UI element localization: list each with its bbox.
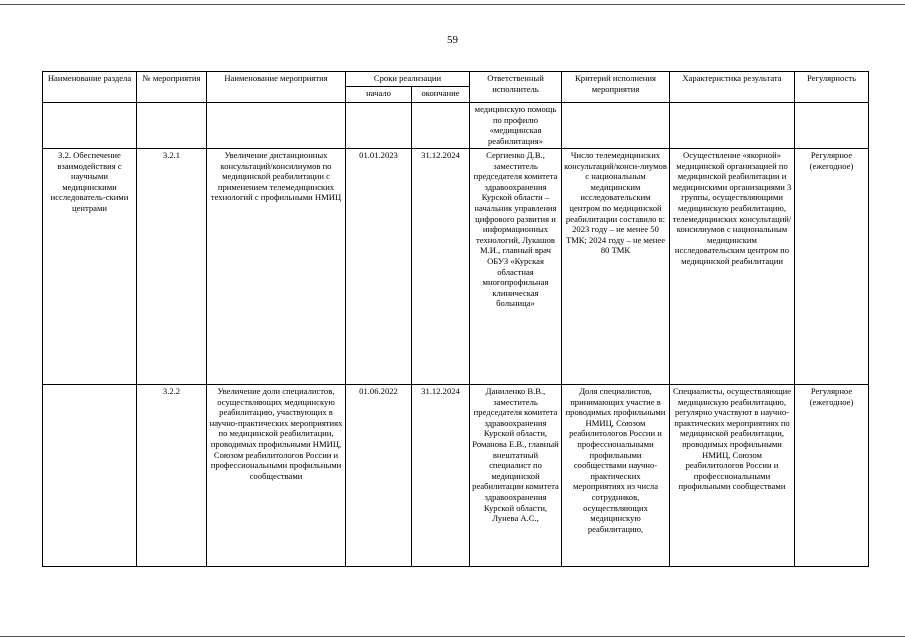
cell-measure: Увеличение дистанционных консультаций/консилиумов по медицинской реабилитации с применением телемедицинских технологий с профильными НМИЦ bbox=[207, 149, 346, 385]
cell-start: 01.06.2022 bbox=[346, 385, 412, 567]
cell-result: Осуществление «якорной» медицинской организацией по медицинской реабилитации и медицинскими организациями 3 группы, осуществляющими медицинскую реабилитацию, телемедицинских консультаций/консилиумов с национальным медицинским исследовательским центром по медицинской реабилитации bbox=[670, 149, 795, 385]
top-edge-line bbox=[0, 4, 905, 5]
cell-criterion: Число телемедицинских консультаций/конси-лиумов с национальным медицинским исследовательским центром по медицинской реабилитации составило в: 2023 году – не менее 50 ТМК; 2024 году – не менее 80 ТМК bbox=[562, 149, 670, 385]
cell-number bbox=[137, 103, 207, 149]
header-start: начало bbox=[346, 87, 412, 103]
header-responsible: Ответственный исполнитель bbox=[470, 72, 562, 103]
cell-measure bbox=[207, 103, 346, 149]
page-number: 59 bbox=[447, 34, 458, 46]
header-section: Наименование раздела bbox=[43, 72, 137, 103]
cell-number: 3.2.1 bbox=[137, 149, 207, 385]
cell-section bbox=[43, 385, 137, 567]
header-number: № мероприятия bbox=[137, 72, 207, 103]
cell-end bbox=[412, 103, 470, 149]
table-row bbox=[43, 149, 869, 385]
header-regularity: Регулярность bbox=[795, 72, 869, 103]
cell-section bbox=[43, 103, 137, 149]
cell-regularity: Регулярное (ежегодное) bbox=[795, 385, 869, 567]
cell-measure: Увеличение доли специалистов, осуществляющих медицинскую реабилитацию, участвующих в научно-практических мероприятиях по медицинской реабилитации, проводимых профильными НМИЦ, Союзом реабилитологов России и профессиональными профильными сообществами bbox=[207, 385, 346, 567]
cell-regularity: Регулярное (ежегодное) bbox=[795, 149, 869, 385]
cell-responsible: Сергиенко Д.В., заместитель председателя комитета здравоохранения Курской области – начальник управления цифрового развития и информационных технологий, Лукашов М.И., главный врач ОБУЗ «Курская областная многопрофильная клиническая больница» bbox=[470, 149, 562, 385]
cell-end: 31.12.2024 bbox=[412, 149, 470, 385]
cell-result: Специалисты, осуществляющие медицинскую реабилитацию, регулярно участвуют в научно-практических мероприятиях по медицинской реабилитации, проводимых профильными НМИЦ, Союзом реабилитологов России и профессиональными профильными сообществами bbox=[670, 385, 795, 567]
cell-end: 31.12.2024 bbox=[412, 385, 470, 567]
cell-responsible: Даниленко В.В., заместитель председателя комитета здравоохранения Курской области, Романова Е.В., главный внештатный специалист по медицинской реабилитации комитета здравоохранения Курской области, Лунева А.С., bbox=[470, 385, 562, 567]
cell-start: 01.01.2023 bbox=[346, 149, 412, 385]
bottom-edge-line bbox=[0, 636, 905, 637]
cell-regularity bbox=[795, 103, 869, 149]
cell-criterion: Доля специалистов, принимающих участие в проводимых профильными НМИЦ, Союзом реабилитологов России и профессиональными профильными сообществами научно-практических мероприятиях из числа сотрудников, осуществляющих медицинскую реабилитацию, bbox=[562, 385, 670, 567]
cell-responsible: медицинскую помощь по профилю «медицинская реабилитация» bbox=[470, 103, 562, 149]
cell-criterion bbox=[562, 103, 670, 149]
header-period: Сроки реализации bbox=[346, 72, 470, 87]
cell-start bbox=[346, 103, 412, 149]
cell-result bbox=[670, 103, 795, 149]
events-table bbox=[42, 71, 869, 567]
cell-number: 3.2.2 bbox=[137, 385, 207, 567]
table-row bbox=[43, 103, 869, 149]
cell-section: 3.2. Обеспечение взаимодействия с научными медицинскими исследователь-скими центрами bbox=[43, 149, 137, 385]
table-row bbox=[43, 385, 869, 567]
header-result: Характеристика результата bbox=[670, 72, 795, 103]
header-criterion: Критерий исполнения мероприятия bbox=[562, 72, 670, 103]
header-measure: Наименование мероприятия bbox=[207, 72, 346, 103]
header-end: окончание bbox=[412, 87, 470, 103]
